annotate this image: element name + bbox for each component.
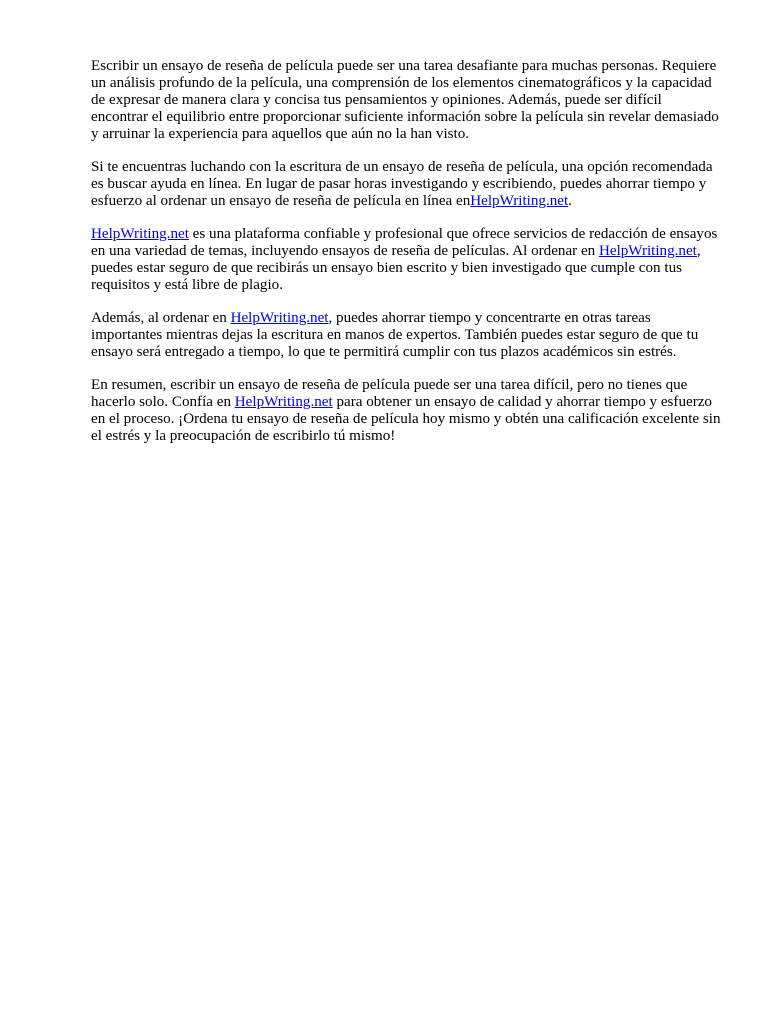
paragraph-text: , puedes ahorrar tiempo y concentrarte en otras tareas importantes mientras dejas la escritura en manos de expertos. También puedes estar seguro de que tu ensayo será entregado a tiempo, lo que te permitirá cumplir con tus plazos académicos sin estrés. [91,310,699,360]
paragraph-text: Además, al ordenar en [91,310,231,326]
paragraph-platform [91,226,721,294]
paragraph-text: . [568,193,572,209]
paragraph-summary [91,377,721,445]
paragraph-text: En resumen, escribir un ensayo de reseña de película puede ser una tarea difícil, pero no tienes que hacerlo solo. Confía en [91,377,688,410]
paragraph-intro [91,58,721,143]
helpwriting-link[interactable]: HelpWriting.net [230,310,329,326]
paragraph-text: es una plataforma confiable y profesional que ofrece servicios de redacción de ensayos en una variedad de temas, incluyendo ensayos de reseña de películas. Al ordenar en [91,226,718,259]
document-body [91,58,721,445]
helpwriting-link[interactable]: HelpWriting.net [470,193,569,209]
paragraph-text: Escribir un ensayo de reseña de película puede ser una tarea desafiante para muchas personas. Requiere un análisis profundo de la película, una comprensión de los elementos cinematográficos y la capacidad de expresar de manera clara y concisa tus pensamientos y opiniones. Además, puede ser difícil encontrar el equilibrio entre proporcionar suficiente información sobre la película sin revelar demasiado y arruinar la experiencia para aquellos que aún no la han visto. [91,58,719,142]
paragraph-text: para obtener un ensayo de calidad y ahorrar tiempo y esfuerzo en el proceso. ¡Ordena tu ensayo de reseña de película hoy mismo y obtén una calificación excelente sin el estrés y la preocupación de escribirlo tú mismo! [91,394,721,444]
helpwriting-link[interactable]: HelpWriting.net [598,243,697,259]
paragraph-benefits [91,310,721,361]
helpwriting-link[interactable]: HelpWriting.net [91,226,189,242]
paragraph-text: , puedes estar seguro de que recibirás un ensayo bien escrito y bien investigado que cumple con tus requisitos y está libre de plagio. [91,243,701,293]
helpwriting-link[interactable]: HelpWriting.net [234,394,333,410]
paragraph-text: Si te encuentras luchando con la escritura de un ensayo de reseña de película, una opción recomendada es buscar ayuda en línea. En lugar de pasar horas investigando y escribiendo, puedes ahorrar tiempo y esfuerzo al ordenar un ensayo de reseña de película en línea en [91,159,713,209]
paragraph-online-help [91,159,721,210]
